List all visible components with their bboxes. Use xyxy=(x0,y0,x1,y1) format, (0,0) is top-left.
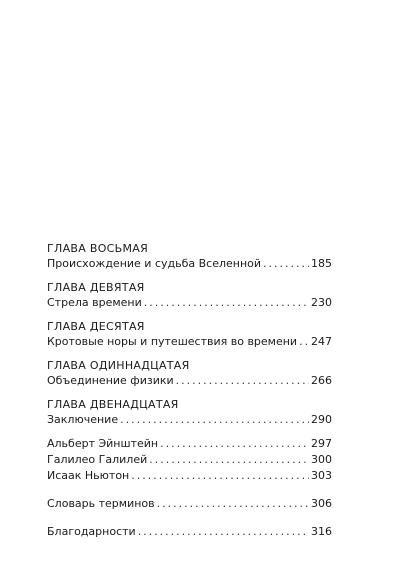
toc-entry[interactable] xyxy=(47,468,332,484)
entry-title: Объединение физики xyxy=(47,374,174,387)
chapter-9 xyxy=(47,280,332,311)
page-number: 306 xyxy=(311,497,332,510)
entry-title: Галилео Галилей xyxy=(47,453,148,466)
toc-entry[interactable] xyxy=(47,452,332,468)
page-number: 230 xyxy=(311,296,332,309)
leader-dots xyxy=(120,412,309,428)
toc-entry[interactable] xyxy=(47,373,332,389)
entry-title: Происхождение и судьба Вселенной xyxy=(47,257,262,270)
toc-entry[interactable] xyxy=(47,295,332,311)
entry-title: Кротовые норы и путешествия во времени xyxy=(47,335,298,348)
entry-title: Исаак Ньютон xyxy=(47,469,130,482)
entry-title: Благодарности xyxy=(47,525,136,538)
leader-dots xyxy=(299,334,309,350)
chapter-12 xyxy=(47,397,332,428)
toc-entry-glossary[interactable] xyxy=(47,496,332,512)
page-number: 247 xyxy=(311,335,332,348)
chapter-heading: ГЛАВА ВОСЬМАЯ xyxy=(47,242,149,255)
chapter-10 xyxy=(47,319,332,350)
leader-dots xyxy=(263,256,309,272)
table-of-contents xyxy=(47,241,332,540)
toc-entry[interactable] xyxy=(47,334,332,350)
toc-entry-acknowledgements[interactable] xyxy=(47,524,332,540)
leader-dots xyxy=(138,524,309,540)
toc-entry[interactable] xyxy=(47,256,332,272)
page-number: 316 xyxy=(311,525,332,538)
chapter-heading: ГЛАВА ДВЕНАДЦАТАЯ xyxy=(47,398,179,411)
leader-dots xyxy=(149,452,309,468)
chapter-heading: ГЛАВА ДЕСЯТАЯ xyxy=(47,320,145,333)
page-number: 297 xyxy=(311,437,332,450)
entry-title: Альберт Эйнштейн xyxy=(47,437,159,450)
page-number: 290 xyxy=(311,413,332,426)
chapter-heading: ГЛАВА ДЕВЯТАЯ xyxy=(47,281,145,294)
chapter-8 xyxy=(47,241,332,272)
page-number: 300 xyxy=(311,453,332,466)
page-number: 303 xyxy=(311,469,332,482)
leader-dots xyxy=(157,496,309,512)
page-number: 185 xyxy=(311,257,332,270)
toc-entry[interactable] xyxy=(47,412,332,428)
leader-dots xyxy=(176,373,309,389)
entry-title: Заключение xyxy=(47,413,119,426)
entry-title: Словарь терминов xyxy=(47,497,155,510)
chapter-heading: ГЛАВА ОДИННАДЦАТАЯ xyxy=(47,359,190,372)
leader-dots xyxy=(160,436,309,452)
leader-dots xyxy=(131,468,309,484)
chapter-11 xyxy=(47,358,332,389)
spacer xyxy=(47,484,332,496)
toc-entry[interactable] xyxy=(47,436,332,452)
leader-dots xyxy=(144,295,309,311)
spacer xyxy=(47,512,332,524)
biographies-section xyxy=(47,436,332,484)
entry-title: Стрела времени xyxy=(47,296,142,309)
page-number: 266 xyxy=(311,374,332,387)
